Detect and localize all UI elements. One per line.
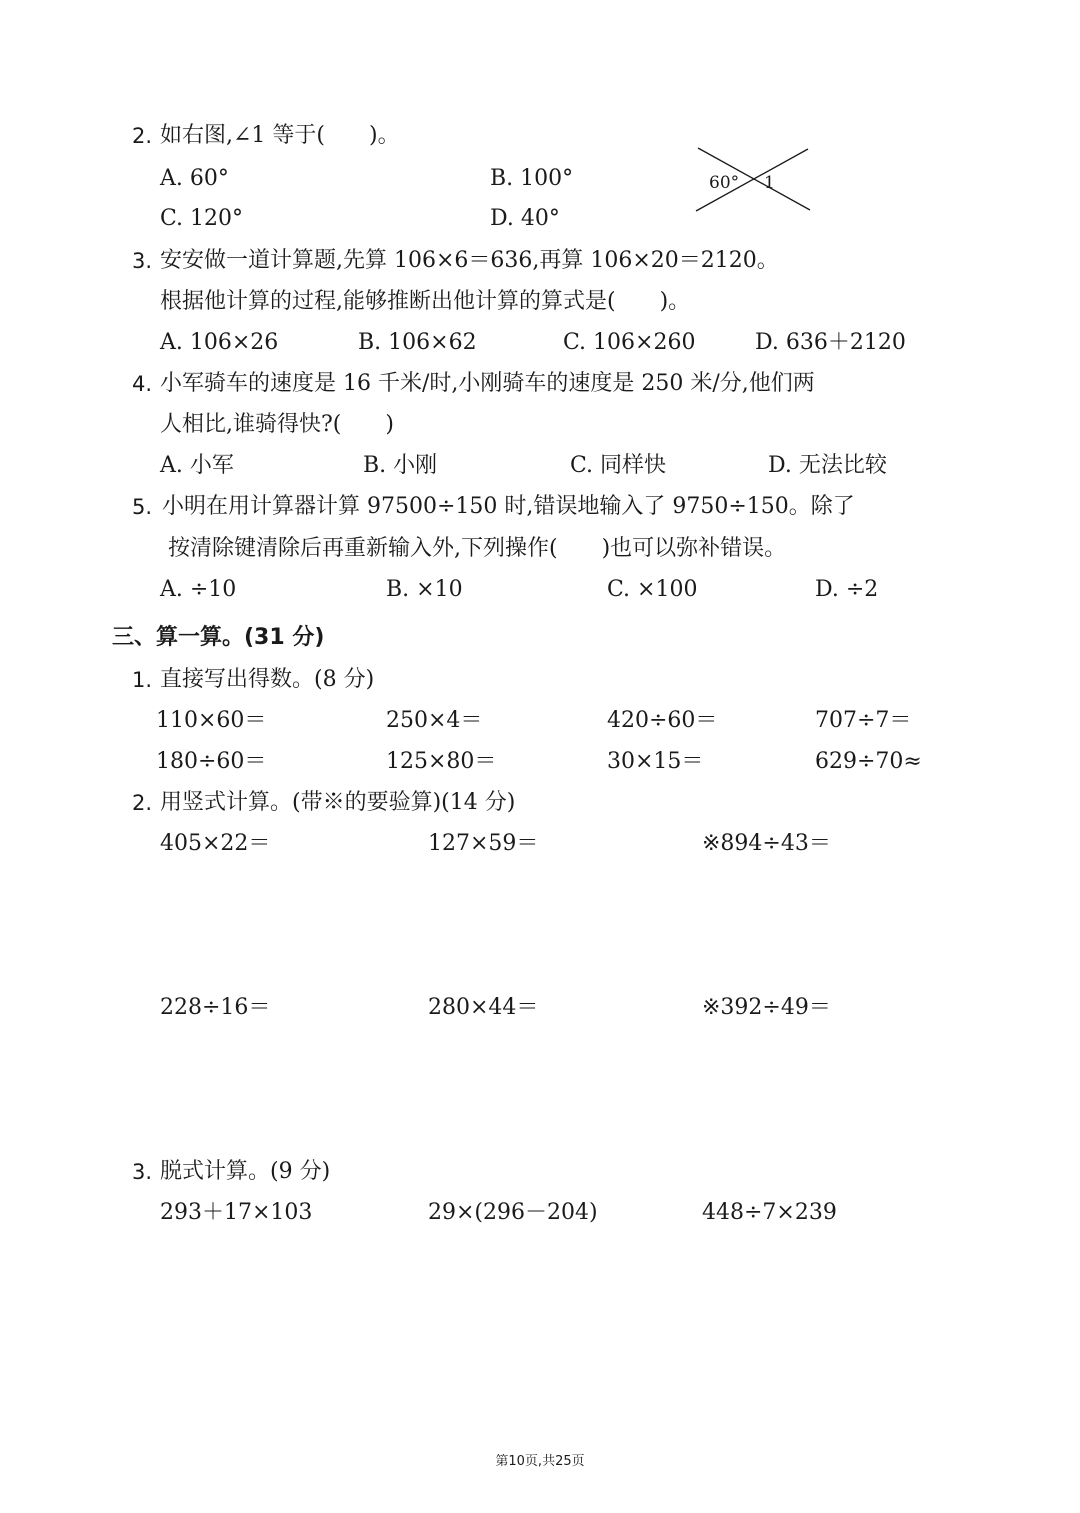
q5-line1: 小明在用计算器计算 97500÷150 时,错误地输入了 9750÷150。除了 xyxy=(162,494,855,519)
s3p3-item: 448÷7×239 xyxy=(702,1200,837,1225)
q4-option-a: A. 小军 xyxy=(160,453,234,478)
q5-line2: 按清除键清除后再重新输入外,下列操作( )也可以弥补错误。 xyxy=(168,536,787,561)
s3p3-title: 脱式计算。(9 分) xyxy=(160,1159,331,1184)
q3-option-d: D. 636＋2120 xyxy=(755,330,906,355)
q4-option-b: B. 小刚 xyxy=(363,453,438,478)
s3p1-item: 420÷60＝ xyxy=(607,708,718,733)
q2-number: 2. xyxy=(132,124,153,148)
q5-option-a: A. ÷10 xyxy=(160,577,237,602)
s3p2-item: 228÷16＝ xyxy=(160,995,271,1020)
q2-option-d: D. 40° xyxy=(490,206,560,231)
q4-option-d: D. 无法比较 xyxy=(768,453,887,478)
s3p3-item: 29×(296－204) xyxy=(428,1200,598,1225)
q2-stem: 如右图,∠1 等于( )。 xyxy=(160,123,400,148)
q3-line2: 根据他计算的过程,能够推断出他计算的算式是( )。 xyxy=(160,289,691,314)
q2-option-c: C. 120° xyxy=(160,206,244,231)
q4-option-c: C. 同样快 xyxy=(570,453,667,478)
angle-figure xyxy=(692,144,814,216)
q3-option-c: C. 106×260 xyxy=(563,330,696,355)
s3p1-item: 180÷60＝ xyxy=(156,749,267,774)
s3p1-title: 直接写出得数。(8 分) xyxy=(160,667,375,692)
q4-line1: 小军骑车的速度是 16 千米/时,小刚骑车的速度是 250 米/分,他们两 xyxy=(160,371,815,396)
page-footer: 第10页,共25页 xyxy=(495,1454,585,1469)
q3-line1: 安安做一道计算题,先算 106×6＝636,再算 106×20＝2120。 xyxy=(160,248,779,273)
s3p2-title: 用竖式计算。(带※的要验算)(14 分) xyxy=(160,790,516,815)
s3p3-item: 293＋17×103 xyxy=(160,1200,313,1225)
s3p1-item: 707÷7＝ xyxy=(815,708,912,733)
s3p2-item: 127×59＝ xyxy=(428,831,539,856)
section3-title: 三、算一算。(31 分) xyxy=(112,625,325,650)
angle-label-1: 1 xyxy=(764,173,775,193)
s3p2-item: 280×44＝ xyxy=(428,995,539,1020)
s3p2-item: 405×22＝ xyxy=(160,831,271,856)
s3p1-item: 30×15＝ xyxy=(607,749,704,774)
q2-option-a: A. 60° xyxy=(160,166,229,191)
q5-option-c: C. ×100 xyxy=(607,577,698,602)
s3p1-item: 110×60＝ xyxy=(156,708,267,733)
q3-option-b: B. 106×62 xyxy=(358,330,477,355)
s3p1-item: 125×80＝ xyxy=(386,749,497,774)
angle-label-60: 60° xyxy=(709,173,740,193)
q5-option-b: B. ×10 xyxy=(386,577,463,602)
q5-option-d: D. ÷2 xyxy=(815,577,879,602)
s3p1-item: 250×4＝ xyxy=(386,708,483,733)
q4-number: 4. xyxy=(132,372,153,396)
s3p1-item: 629÷70≈ xyxy=(815,749,922,774)
s3p2-number: 2. xyxy=(132,791,153,815)
q3-option-a: A. 106×26 xyxy=(160,330,279,355)
q4-line2: 人相比,谁骑得快?( ) xyxy=(160,412,394,437)
q5-number: 5. xyxy=(132,495,153,519)
s3p2-item: ※894÷43＝ xyxy=(702,831,831,856)
s3p3-number: 3. xyxy=(132,1160,153,1184)
s3p1-number: 1. xyxy=(132,668,153,692)
s3p2-item: ※392÷49＝ xyxy=(702,995,831,1020)
q2-option-b: B. 100° xyxy=(490,166,574,191)
q3-number: 3. xyxy=(132,249,153,273)
